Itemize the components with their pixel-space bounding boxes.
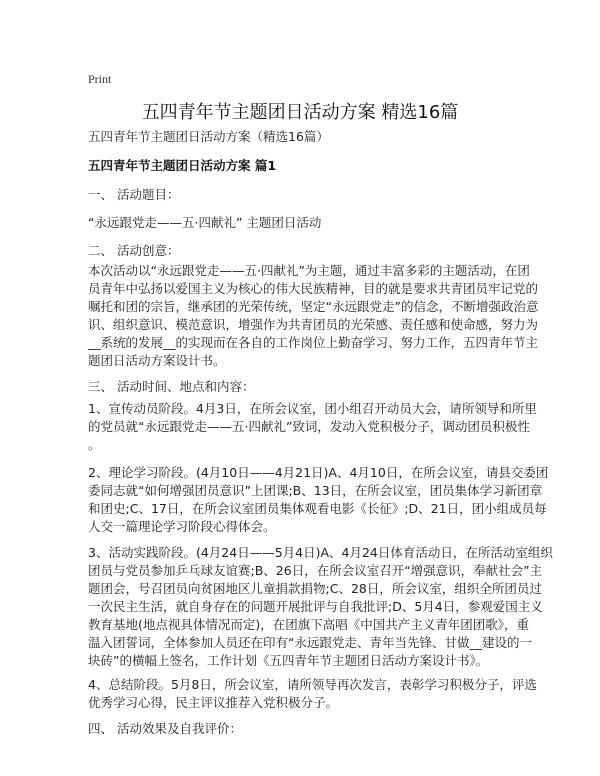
paragraph-line: 4、总结阶段。5月8日，所会议室，请所领导再次发言，表彰学习积极分子，评选 [88, 677, 537, 692]
heading-topic: 一、 活动题目： [88, 187, 180, 202]
paragraph-line: 嘱托和团的宗旨，继承团的光荣传统，坚定“永远跟党走”的信念，不断增强政治意 [88, 299, 539, 314]
paragraph-line: 题团会，号召团员向贫困地区儿童捐款捐物;C、28日，所会议室，组织全所团员过 [88, 581, 542, 596]
paragraph-line: 1、宣传动员阶段。4月3日，在所会议室，团小组召开动员大会，请所领导和所里 [88, 401, 537, 416]
print-label: Print [88, 72, 112, 86]
theme-text: “永远跟党走——五·四献礼” 主题团日活动 [88, 215, 322, 230]
paragraph-line: 2、理论学习阶段。(4月10日——4月21日)A、4月10日，在所会议室，请县交委团 [88, 465, 549, 480]
paragraph-line: 人交一篇理论学习阶段心得体会。 [88, 519, 276, 534]
heading-idea: 二、 活动创意： [88, 243, 180, 258]
paragraph-line: 识、组织意识、模范意识，增强作为共青团员的光荣感、责任感和使命感，努力为 [88, 317, 539, 332]
heading-schedule: 三、 活动时间、地点和内容： [88, 379, 255, 394]
paragraph-line: 。 [88, 437, 101, 452]
paragraph-line: 本次活动以“永远跟党走——五·四献礼”为主题，通过丰富多彩的主题活动，在团 [88, 263, 530, 278]
paragraph-line: 块砖”的横幅上签名，工作计划《五四青年节主题团日活动方案设计书》。 [88, 653, 489, 668]
subtitle: 五四青年节主题团日活动方案（精选16篇） [88, 129, 329, 144]
paragraph-stage-2 [88, 464, 548, 536]
paragraph-line: 和团史;C、17日，在所会议室团员集体观看电影《长征》;D、21日，团小组成员每 [88, 501, 547, 516]
paragraph-line: 教育基地(地点视具体情况而定)，在团旗下高唱《中国共产主义青年团团歌》，重 [88, 617, 530, 632]
section-heading: 五四青年节主题团日活动方案 篇1 [88, 158, 277, 173]
paragraph-line: 温入团誓词，全体参加人员还在印有“永远跟党走、青年当先锋、甘做__建设的一 [88, 635, 532, 650]
paragraph-line: 的党员就“永远跟党走——五·四献礼”致词，发动入党积极分子，调动团员积极性 [88, 419, 530, 434]
heading-evaluation: 四、 活动效果及自我评价： [88, 721, 242, 736]
paragraph-line: __系统的发展__的实现而在各自的工作岗位上勤奋学习、努力工作，五四青年节主 [88, 335, 539, 350]
page-title: 五四青年节主题团日活动方案 精选16篇 [141, 102, 459, 123]
paragraph-stage-4 [88, 676, 537, 712]
paragraph-line: 团员与党员参加乒乓球友谊赛;B、26日，在所会议室召开“增强意识，奉献社会”主 [88, 563, 543, 578]
paragraph-line: 题团日活动方案设计书。 [88, 353, 226, 368]
paragraph-line: 3、活动实践阶段。(4月24日——5月4日)A、4月24日体育活动日，在所活动室组织 [88, 545, 553, 560]
paragraph-line: 员青年中弘扬以爱国主义为核心的伟大民族精神，目的就是要求共青团员牢记党的 [88, 281, 539, 296]
paragraph-idea [88, 262, 538, 370]
paragraph-line: 委同志就“如何增强团员意识”上团课;B、13日，在所会议室，团员集体学习新团章 [88, 483, 543, 498]
paragraph-line: 优秀学习心得，民主评议推荐入党积极分子。 [88, 695, 339, 710]
paragraph-stage-1 [88, 400, 537, 454]
paragraph-stage-3 [88, 544, 553, 670]
paragraph-line: 一次民主生活，就自身存在的问题开展批评与自我批评;D、5月4日，参观爱国主义 [88, 599, 543, 614]
